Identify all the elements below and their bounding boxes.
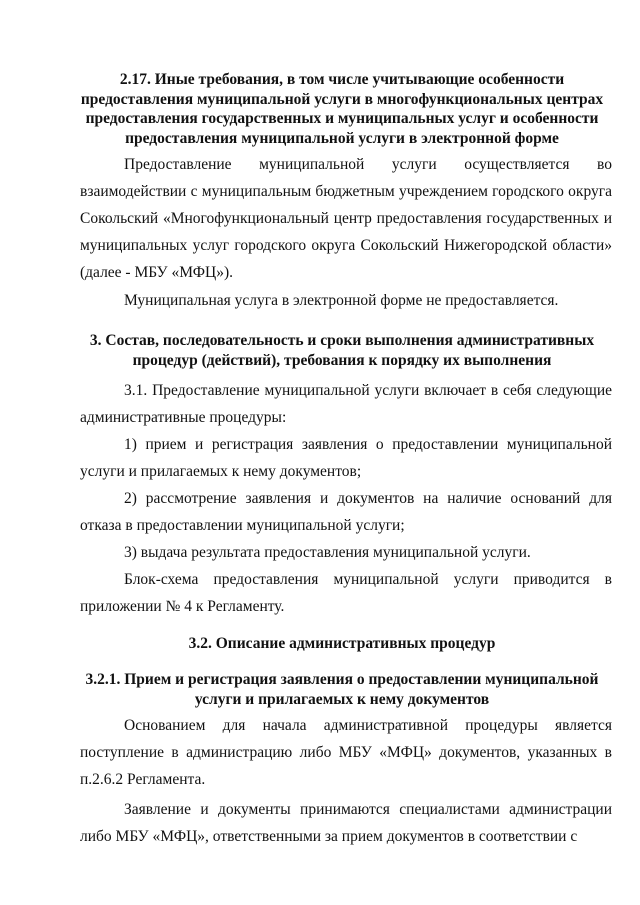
section-3-2-1-paragraph-1: Основанием для начала административной процедуры является поступление в администрацию либо МБУ «МФЦ» документов, указанных в п.2.6.2 Регламента. <box>80 717 612 788</box>
list-item-3: 3) выдача результата предоставления муниципальной услуги. <box>124 544 531 561</box>
section-2-17-paragraph-2: Муниципальная услуга в электронной форме не предоставляется. <box>124 292 559 309</box>
flowchart-reference-paragraph: Блок-схема предоставления муниципальной услуги приводится в приложении № 4 к Регламенту. <box>80 571 612 615</box>
section-2-17-heading: 2.17. Иные требования, в том числе учитывающие особенности предоставления муниципальной услуги в многофункциональных центрах предоставления государственных и муниципальных услуг и особенности предоставления муниципальной услуги в электронной форме <box>80 71 604 147</box>
list-item-2: 2) рассмотрение заявления и документов на наличие оснований для отказа в предоставлении муниципальной услуги; <box>80 490 612 534</box>
section-2-17-paragraph-1: Предоставление муниципальной услуги осуществляется во взаимодействии с муниципальным бюджетным учреждением городского округа Сокольский «Многофункциональный центр предоставления государственных и муниципальных услуг городского округа Сокольский Нижегородской области» (далее - МБУ «МФЦ»). <box>80 156 612 281</box>
section-3-2-1-heading: 3.2.1. Прием и регистрация заявления о предоставлении муниципальной услуги и прилагаемых к нему документов <box>85 671 599 708</box>
section-3-heading: 3. Состав, последовательность и сроки выполнения административных процедур (действий), требования к порядку их выполнения <box>89 332 595 369</box>
list-item-1: 1) прием и регистрация заявления о предоставлении муниципальной услуги и прилагаемых к нему документов; <box>80 436 612 480</box>
section-3-2-1-paragraph-2: Заявление и документы принимаются специалистами администрации либо МБУ «МФЦ», ответственными за прием документов в соответствии с <box>80 801 612 845</box>
section-3-1-paragraph: 3.1. Предоставление муниципальной услуги включает в себя следующие административные процедуры: <box>80 382 612 426</box>
section-3-2-heading: 3.2. Описание административных процедур <box>188 635 496 652</box>
